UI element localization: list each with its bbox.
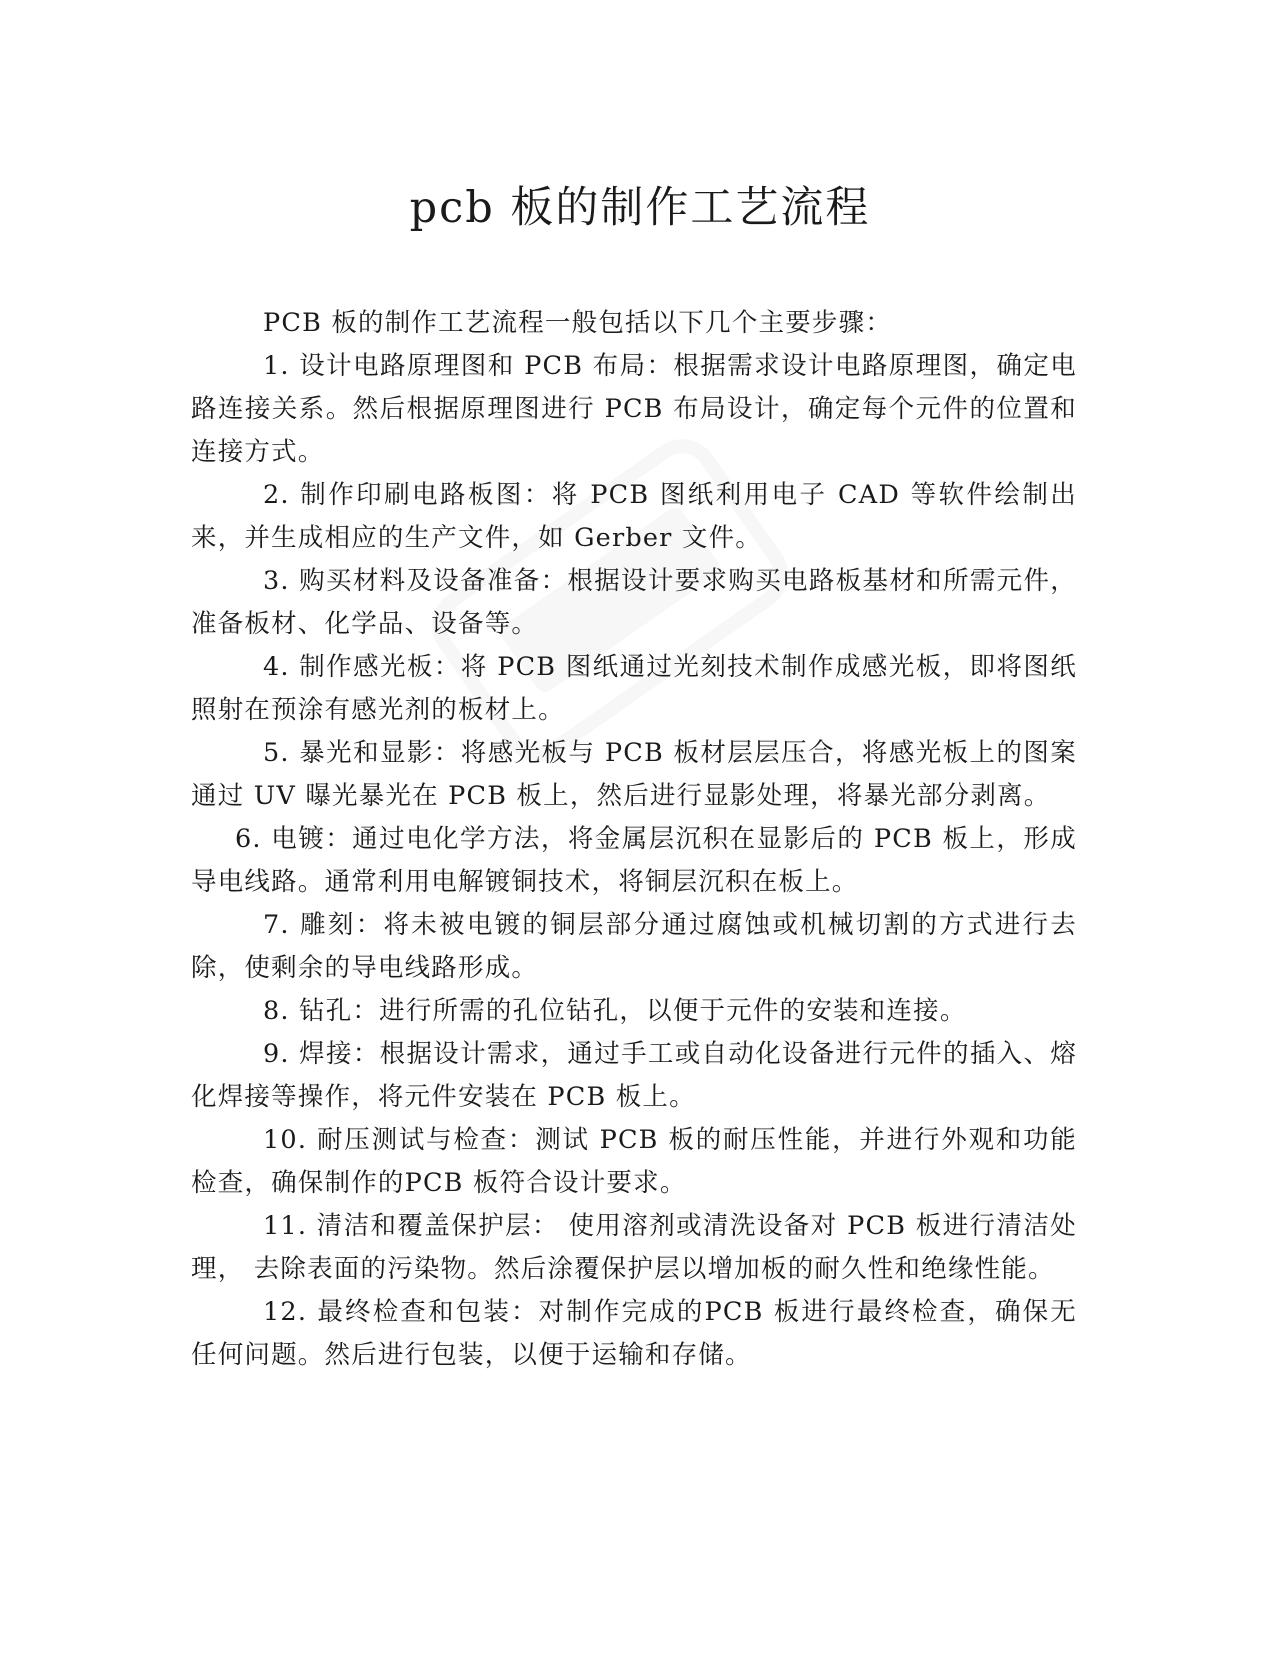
- intro-paragraph: PCB 板的制作工艺流程一般包括以下几个主要步骤：: [263, 308, 893, 338]
- step-paragraph: 6. 电镀：通过电化学方法，将金属层沉积在显影后的 PCB 板上，形成导电线路。通常利用电解镀铜技术，将铜层沉积在板上。: [191, 824, 1077, 897]
- step-paragraph: 5. 暴光和显影：将感光板与 PCB 板材层层压合，将感光板上的图案通过 UV 曝光暴光在 PCB 板上，然后进行显影处理，将暴光部分剥离。: [191, 738, 1077, 811]
- step-paragraph: 9. 焊接：根据设计需求，通过手工或自动化设备进行元件的插入、熔化焊接等操作，将元件安装在 PCB 板上。: [191, 1039, 1077, 1112]
- page-title: pcb 板的制作工艺流程: [409, 183, 871, 233]
- step-paragraph: 1. 设计电路原理图和 PCB 布局：根据需求设计电路原理图，确定电路连接关系。然后根据原理图进行 PCB 布局设计，确定每个元件的位置和连接方式。: [191, 351, 1077, 467]
- document-body: [191, 302, 1077, 1377]
- step-paragraph: 2. 制作印刷电路板图：将 PCB 图纸利用电子 CAD 等软件绘制出来，并生成相应的生产文件，如 Gerber 文件。: [191, 480, 1077, 553]
- step-paragraph: 8. 钻孔：进行所需的孔位钻孔，以便于元件的安装和连接。: [263, 996, 967, 1026]
- step-paragraph: 10. 耐压测试与检查：测试 PCB 板的耐压性能，并进行外观和功能检查，确保制作的PCB 板符合设计要求。: [191, 1125, 1077, 1198]
- step-paragraph: 11. 清洁和覆盖保护层： 使用溶剂或清洗设备对 PCB 板进行清洁处理， 去除表面的污染物。然后涂覆保护层以增加板的耐久性和绝缘性能。: [191, 1211, 1077, 1284]
- step-paragraph: 3. 购买材料及设备准备：根据设计要求购买电路板基材和所需元件，准备板材、化学品、设备等。: [191, 566, 1077, 639]
- step-paragraph: 12. 最终检查和包装：对制作完成的PCB 板进行最终检查，确保无任何问题。然后进行包装，以便于运输和存储。: [191, 1297, 1077, 1370]
- step-paragraph: 7. 雕刻：将未被电镀的铜层部分通过腐蚀或机械切割的方式进行去除，使剩余的导电线路形成。: [191, 910, 1077, 983]
- step-paragraph: 4. 制作感光板：将 PCB 图纸通过光刻技术制作成感光板，即将图纸照射在预涂有感光剂的板材上。: [191, 652, 1077, 725]
